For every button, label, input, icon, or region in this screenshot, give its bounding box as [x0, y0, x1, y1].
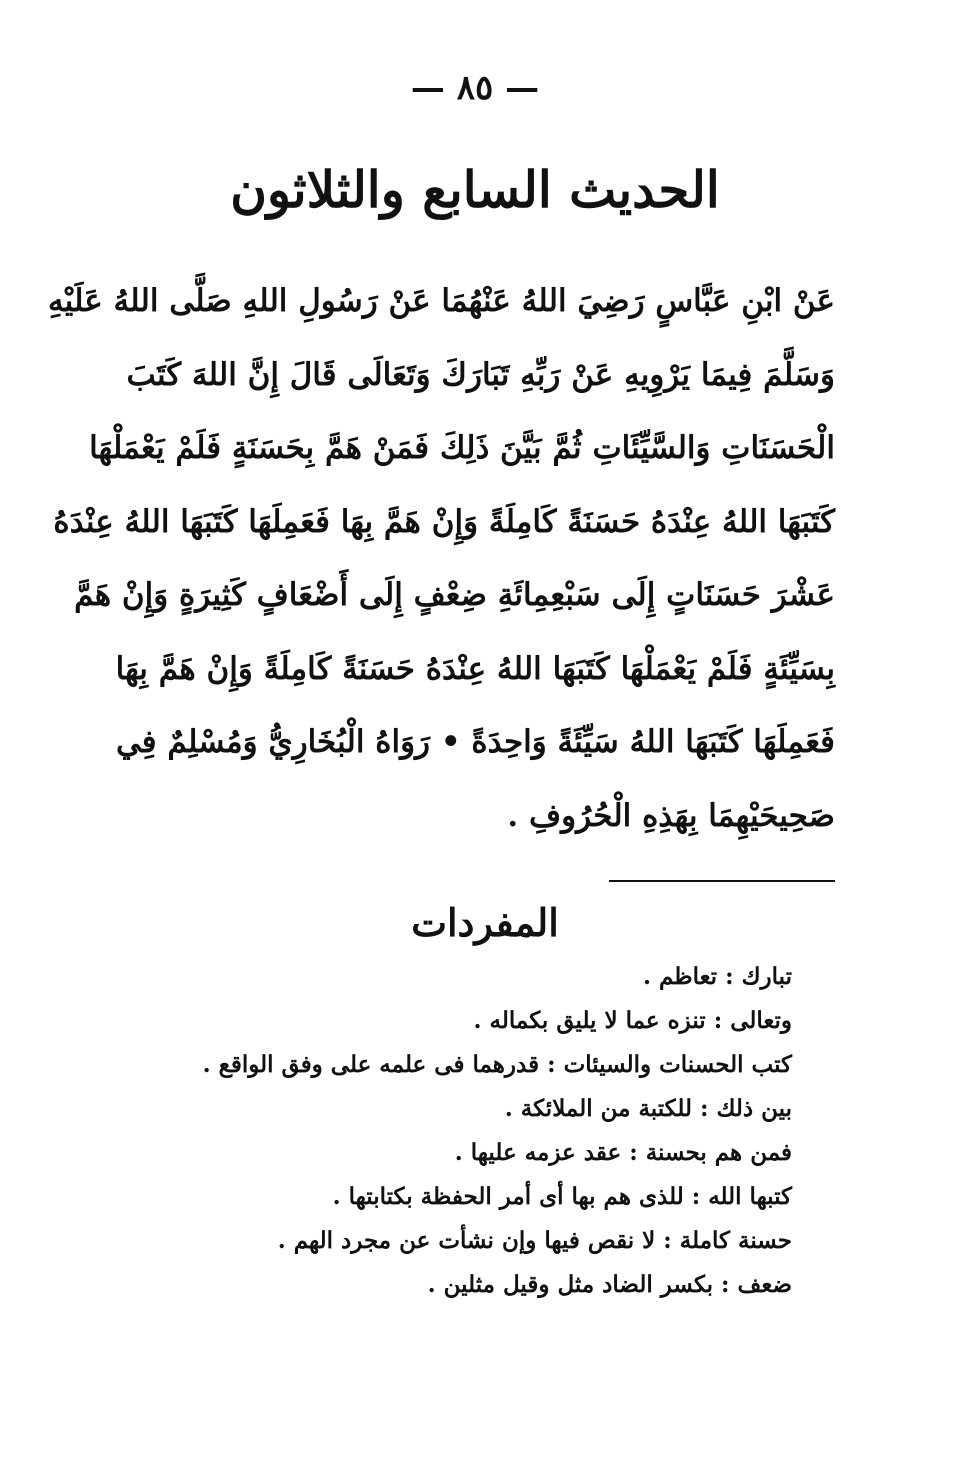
page-number: — ٨٥ — — [410, 68, 540, 108]
hadith-line: الْحَسَنَاتِ وَالسَّيِّئَاتِ ثُمَّ بَيَّنَ ذَلِكَ فَمَنْ هَمَّ بِحَسَنَةٍ فَلَمْ يَعْمَلْهَا — [89, 430, 835, 466]
hadith-heading: الحديث السابع والثلاثون — [230, 160, 720, 219]
vocabulary-item: حسنة كاملة : لا نقص فيها وإن نشأت عن مجرد الهم . — [277, 1227, 792, 1254]
hadith-line: صَحِيحَيْهِمَا بِهَذِهِ الْحُرُوفِ . — [507, 797, 835, 834]
vocabulary-item: كتب الحسنات والسيئات : قدرهما فى علمه على وفق الواقع . — [202, 1051, 792, 1078]
vocabulary-item: بين ذلك : للكتبة من الملائكة . — [504, 1095, 792, 1122]
hadith-line: فَعَمِلَهَا كَتَبَهَا اللهُ سَيِّئَةً وَاحِدَةً • رَوَاهُ الْبُخَارِيُّ وَمُسْلِمٌ فِي — [115, 724, 835, 760]
hadith-line: وَسَلَّمَ فِيمَا يَرْوِيهِ عَنْ رَبِّهِ تَبَارَكَ وَتَعَالَى قَالَ إِنَّ اللهَ كَتَبَ — [126, 356, 835, 393]
vocabulary-list — [202, 955, 792, 1307]
vocabulary-item: كتبها الله : للذى هم بها أى أمر الحفظة بكتابتها . — [332, 1183, 792, 1210]
section-divider — [609, 880, 835, 882]
hadith-line: عَشْرَ حَسَنَاتٍ إِلَى سَبْعِمِائَةِ ضِعْفٍ إِلَى أَضْعَافٍ كَثِيرَةٍ وَإِنْ هَمَّ — [74, 577, 835, 613]
vocabulary-item: فمن هم بحسنة : عقد عزمه عليها . — [454, 1139, 792, 1166]
vocabulary-item: تبارك : تعاظم . — [642, 963, 792, 990]
vocabulary-item: وتعالى : تنزه عما لا يليق بكماله . — [473, 1007, 792, 1034]
hadith-line: بِسَيِّئَةٍ فَلَمْ يَعْمَلْهَا كَتَبَهَا اللهُ عِنْدَهُ حَسَنَةً كَامِلَةً وَإِنْ هَمَّ بِهَا — [115, 650, 835, 687]
hadith-text — [48, 265, 835, 853]
hadith-line: كَتَبَهَا اللهُ عِنْدَهُ حَسَنَةً كَامِلَةً وَإِنْ هَمَّ بِهَا فَعَمِلَهَا كَتَبَهَا اللهُ عِنْدَهُ — [53, 503, 835, 540]
vocabulary-item: ضعف : بكسر الضاد مثل وقيل مثلين . — [427, 1271, 792, 1298]
vocabulary-title: المفردات — [411, 900, 559, 945]
hadith-line: عَنْ ابْنِ عَبَّاسٍ رَضِيَ اللهُ عَنْهُمَا عَنْ رَسُولِ اللهِ صَلَّى اللهُ عَلَيْهِ — [48, 283, 835, 319]
